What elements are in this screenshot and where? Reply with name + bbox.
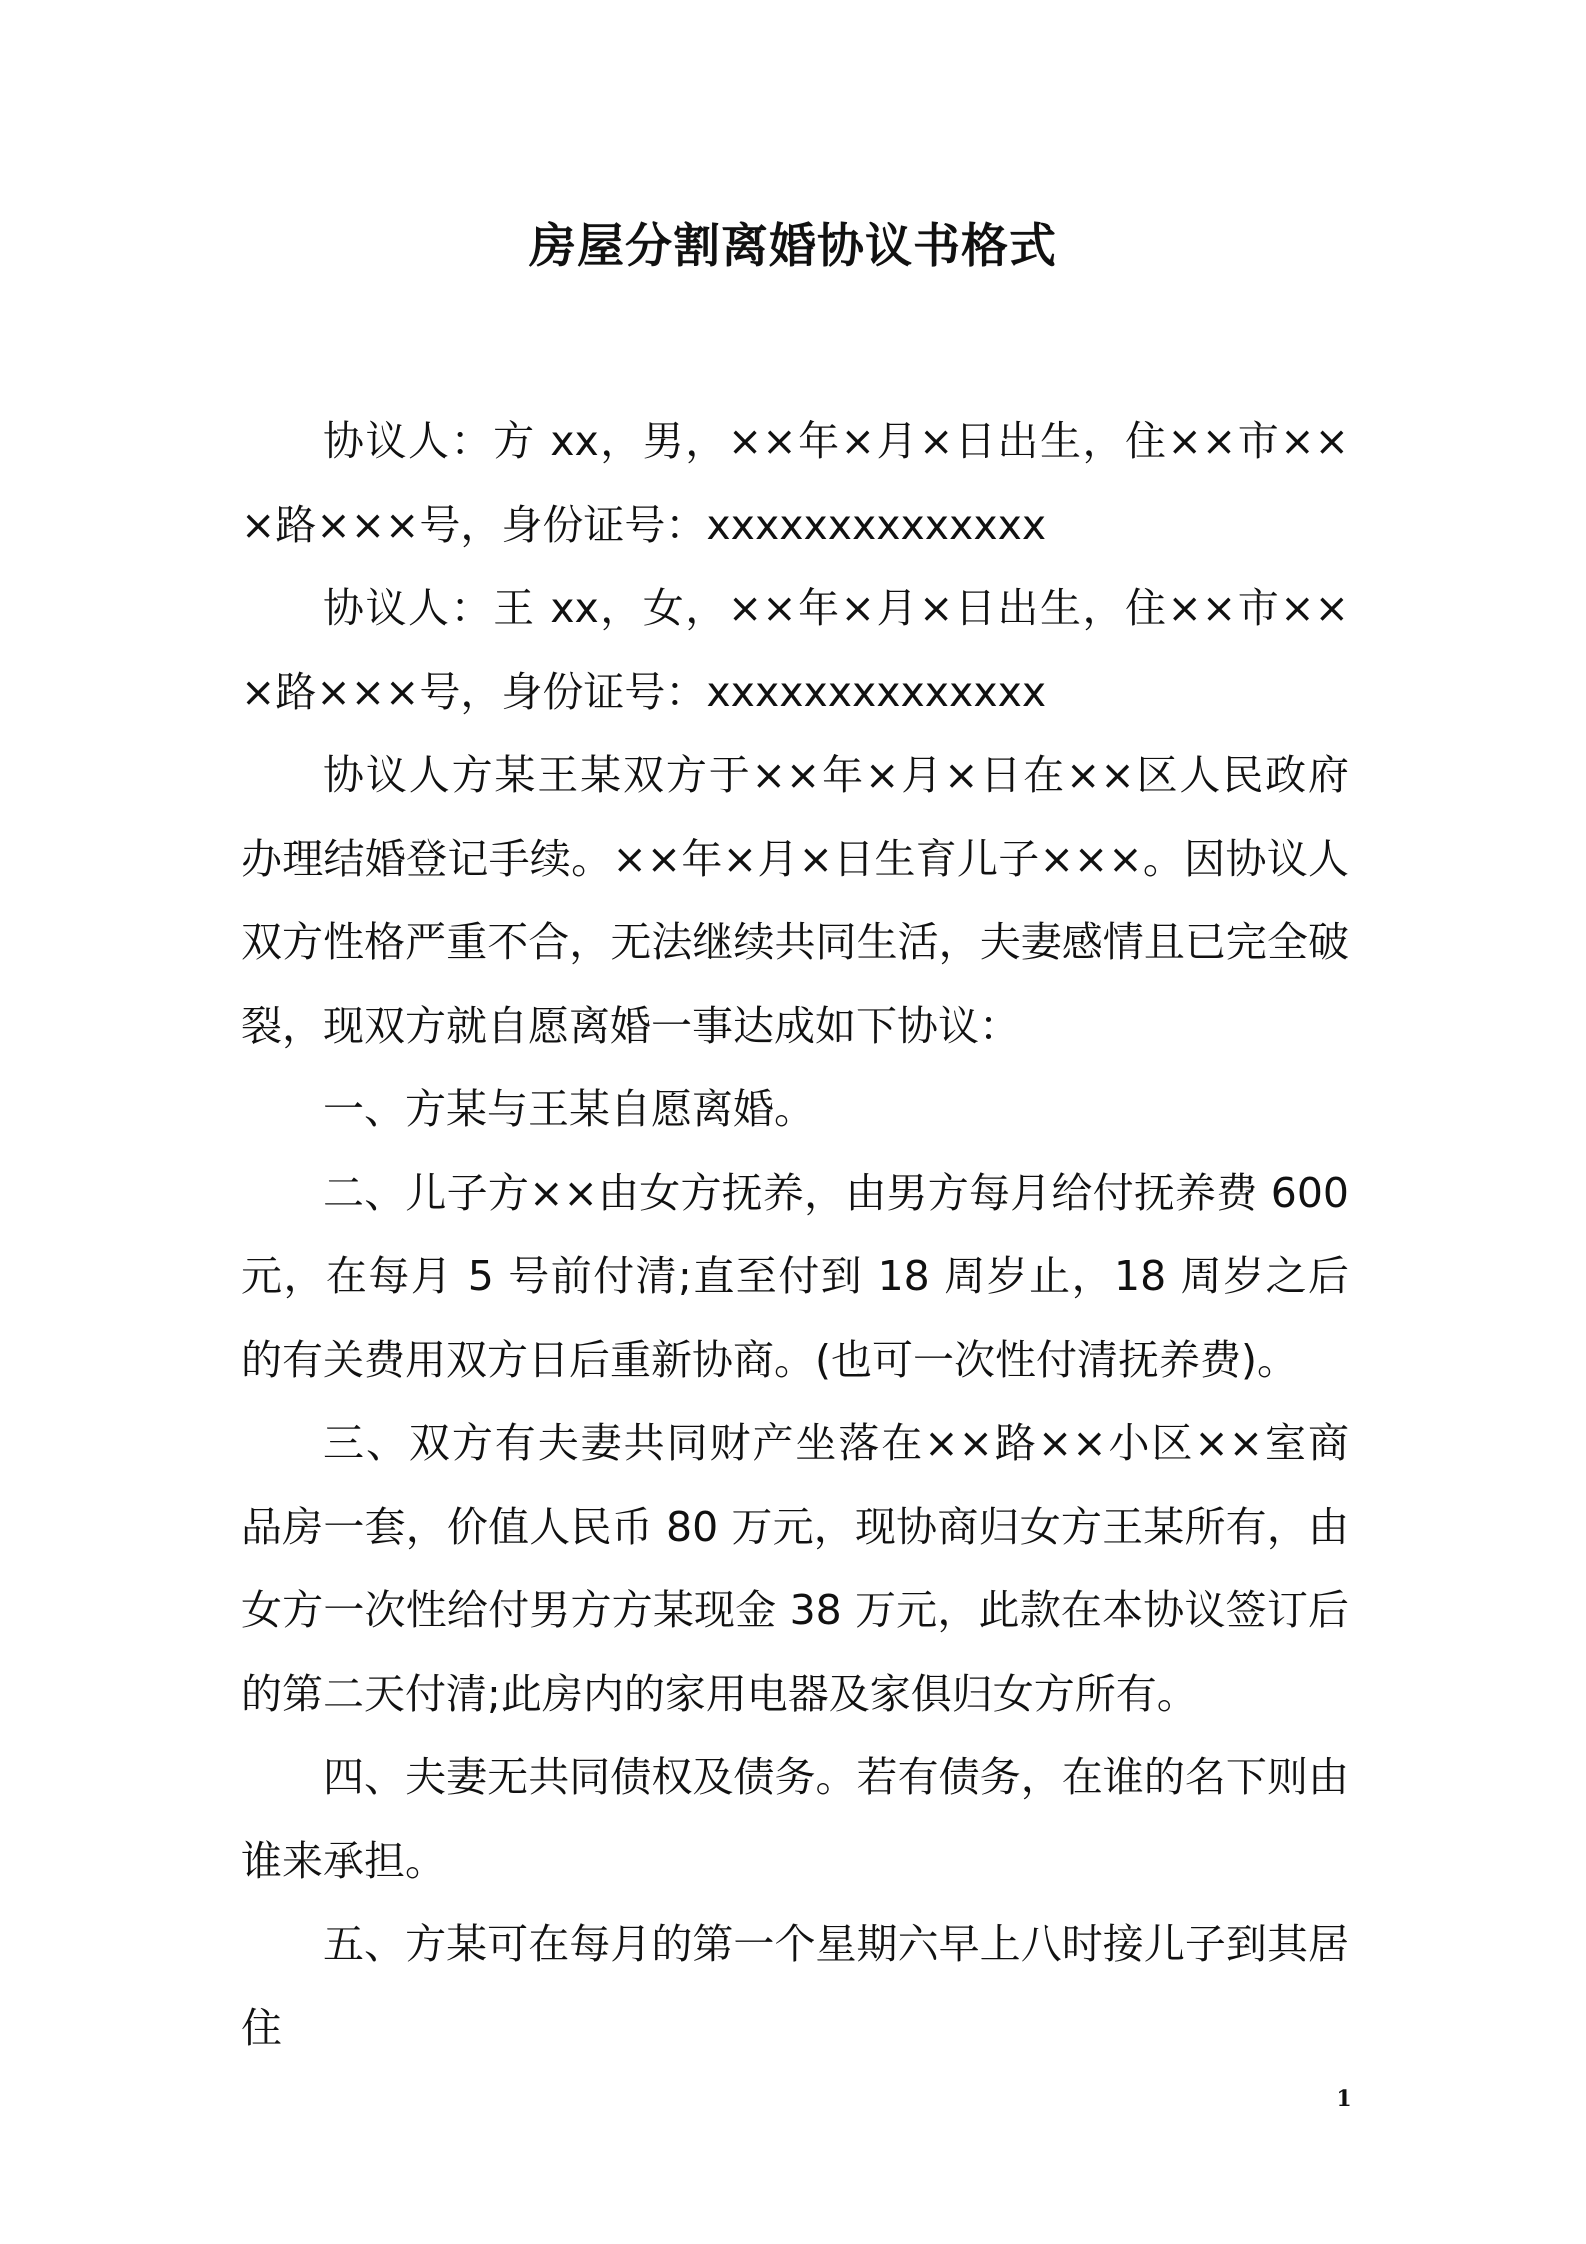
clause-4-paragraph: 四、夫妻无共同债权及债务。若有债务，在谁的名下则由谁来承担。 <box>241 1753 1349 1885</box>
party-male-paragraph: 协议人：方 xx，男，××年×月×日出生，住××市×××路×××号，身份证号：xxxxxxxxxxxxxx <box>241 417 1349 549</box>
page-number: 1 <box>1336 2086 1352 2112</box>
clause-5-paragraph: 五、方某可在每月的第一个星期六早上八时接儿子到其居住 <box>241 1920 1349 2052</box>
document-body <box>241 400 1349 2070</box>
document-title: 房屋分割离婚协议书格式 <box>529 219 1057 274</box>
clause-2-paragraph: 二、儿子方××由女方抚养，由男方每月给付抚养费 600 元，在每月 5 号前付清;直至付到 18 周岁止，18 周岁之后的有关费用双方日后重新协商。(也可一次性付清抚养费)。 <box>241 1168 1349 1384</box>
background-paragraph: 协议人方某王某双方于××年×月×日在××区人民政府办理结婚登记手续。××年×月×日生育儿子×××。因协议人双方性格严重不合，无法继续共同生活，夫妻感情且已完全破裂，现双方就自愿离婚一事达成如下协议： <box>241 751 1349 1050</box>
clause-1-paragraph: 一、方某与王某自愿离婚。 <box>323 1085 815 1133</box>
clause-3-paragraph: 三、双方有夫妻共同财产坐落在××路××小区××室商品房一套，价值人民币 80 万元，现协商归女方王某所有，由女方一次性给付男方方某现金 38 万元，此款在本协议签订后的第二天付清;此房内的家用电器及家俱归女方所有。 <box>241 1419 1349 1718</box>
party-female-paragraph: 协议人：王 xx，女，××年×月×日出生，住××市×××路×××号，身份证号：xxxxxxxxxxxxxx <box>241 584 1349 716</box>
